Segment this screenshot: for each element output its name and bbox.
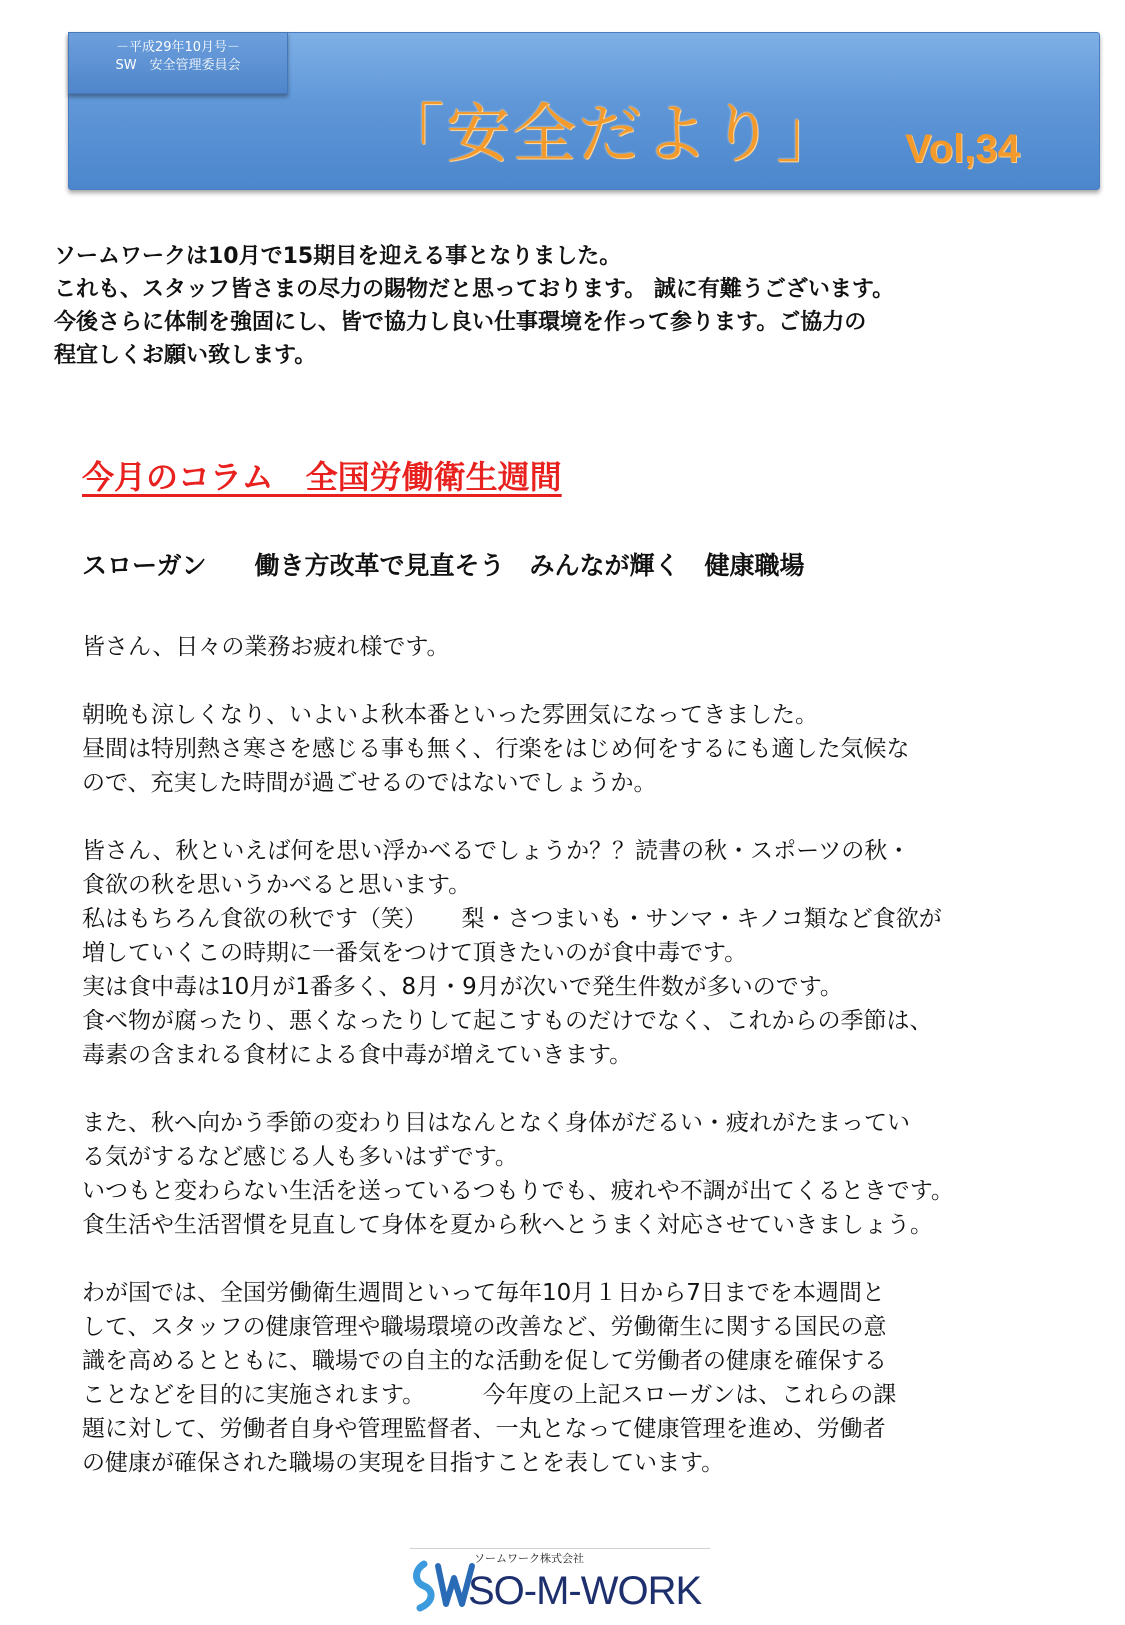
slogan-label: スローガン	[82, 551, 207, 580]
body-line: 毒素の含まれる食材による食中毒が増えていきます。	[82, 1042, 633, 1068]
intro-line: ソームワークは10月で15期目を迎える事となりました。	[54, 244, 622, 269]
committee-name: SW 安全管理委員会	[115, 58, 241, 73]
body-line: 題に対して、労働者自身や管理監督者、一丸となって健康管理を進め、労働者	[82, 1416, 886, 1442]
body-line: 昼間は特別熱さ寒さを感じる事も無く、行楽をはじめ何をするにも適した気候な	[82, 736, 910, 762]
body-line: 皆さん、日々の業務お疲れ様です。	[82, 634, 450, 660]
paragraph-seasonal-fatigue	[82, 1106, 1072, 1242]
paragraph-autumn-weather	[82, 698, 1072, 800]
body-line: 実は食中毒は10月が1番多く、8月・9月が次いで発生件数が多いのです。	[82, 974, 843, 1000]
body-line: また、秋へ向かう季節の変わり目はなんとなく身体がだるい・疲れがたまってい	[82, 1110, 910, 1136]
paragraph-food-poisoning	[82, 834, 1072, 1072]
body-line: 増していくこの時期に一番気をつけて頂きたいのが食中毒です。	[82, 940, 748, 966]
slogan	[82, 548, 805, 584]
body-line: 私はもちろん食欲の秋です（笑） 梨・さつまいも・サンマ・キノコ類など食欲が	[82, 906, 942, 932]
body-line: ので、充実した時間が過ごせるのではないでしょうか。	[82, 770, 657, 796]
body-line: わが国では、全国労働衛生週間といって毎年10月１日から7日までを本週間と	[82, 1280, 885, 1306]
body-line: 朝晩も涼しくなり、いよいよ秋本番といった雰囲気になってきました。	[82, 702, 818, 728]
body-line: 識を高めるとともに、職場での自主的な活動を促して労働者の健康を確保する	[82, 1348, 887, 1374]
volume-number: Vol,34	[905, 127, 1020, 171]
logo-divider	[410, 1548, 710, 1549]
issue-label-box	[68, 32, 288, 94]
company-name: SO-M-WORK	[468, 1569, 702, 1613]
intro-line: これも、スタッフ皆さまの尽力の賜物だと思っております。 誠に有難うございます。	[54, 277, 895, 302]
newsletter-title: 「安全だより」	[380, 98, 842, 172]
body-line: 食生活や生活習慣を見直して身体を夏から秋へとうまく対応させていきましょう。	[82, 1212, 933, 1238]
body-line: 食べ物が腐ったり、悪くなったりして起こすものだけでなく、これからの季節は、	[82, 1008, 933, 1034]
body-line: ことなどを目的に実施されます。 今年度の上記スローガンは、これらの課	[82, 1382, 897, 1408]
paragraph-greeting	[82, 630, 1072, 664]
company-logo	[410, 1548, 730, 1618]
body-line: 食欲の秋を思いうかべると思います。	[82, 872, 472, 898]
body-line: いつもと変わらない生活を送っているつもりでも、疲れや不調が出てくるときです。	[82, 1178, 954, 1204]
slogan-text: 働き方改革で見直そう みんなが輝く 健康職場	[254, 551, 805, 580]
intro-line: 程宜しくお願い致します。	[54, 343, 317, 368]
issue-date: －平成29年10月号－	[115, 40, 241, 55]
intro-message	[54, 240, 1074, 372]
company-subtitle: ソームワーク株式会社	[474, 1552, 584, 1565]
body-line: る気がするなど感じる人も多いはずです。	[82, 1144, 518, 1170]
column-heading: 今月のコラム 全国労働衛生週間	[82, 458, 562, 496]
body-line: の健康が確保された職場の実現を目指すことを表しています。	[82, 1450, 725, 1476]
column-body	[82, 630, 1072, 1480]
body-line: して、スタッフの健康管理や職場環境の改善など、労働衛生に関する国民の意	[82, 1314, 887, 1340]
paragraph-health-week	[82, 1276, 1072, 1480]
body-line: 皆さん、秋といえば何を思い浮かべるでしょうか？？読書の秋・スポーツの秋・	[82, 838, 911, 864]
intro-line: 今後さらに体制を強固にし、皆で協力し良い仕事環境を作って参ります。ご協力の	[54, 310, 867, 335]
